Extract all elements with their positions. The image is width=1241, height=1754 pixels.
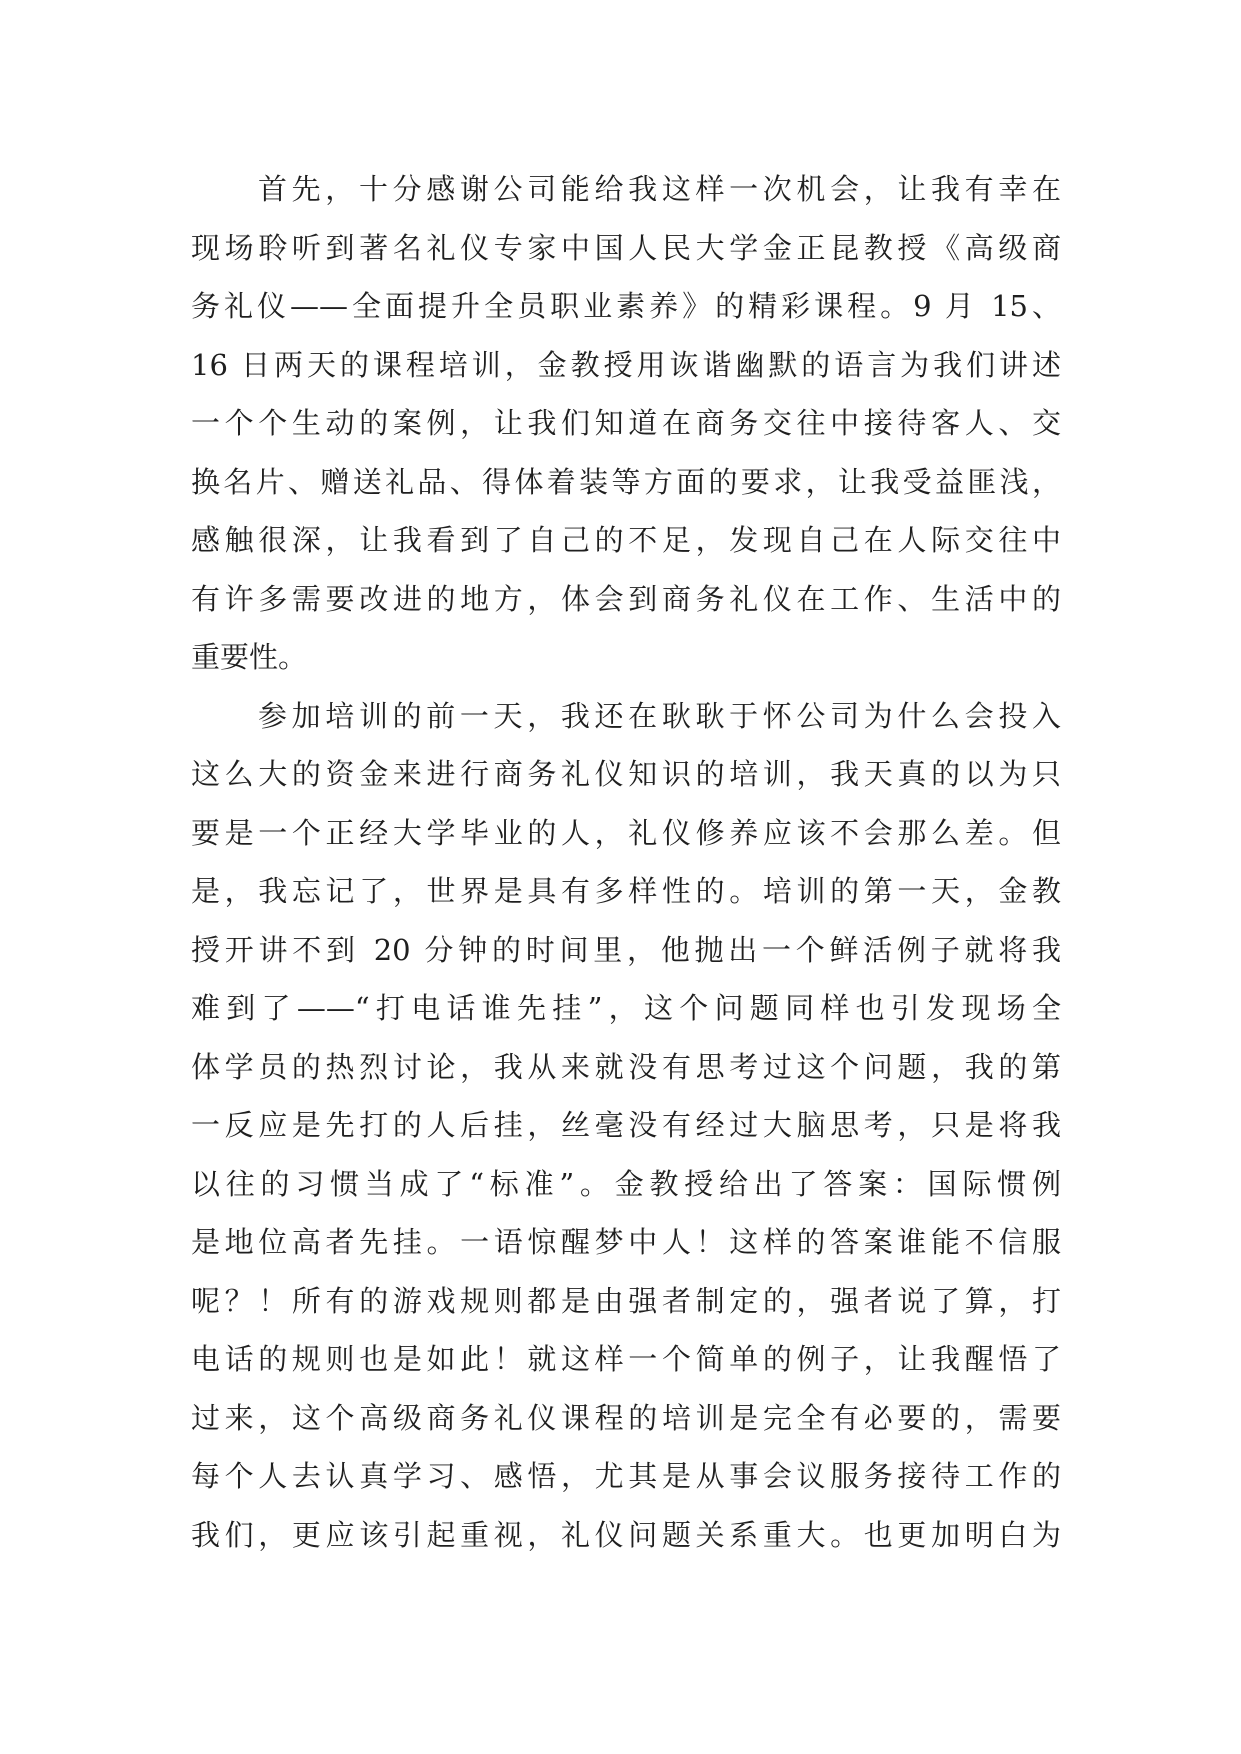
text-line: 是地位高者先挂。一语惊醒梦中人！这样的答案谁能不信服: [191, 1225, 1061, 1259]
text-line: 感触很深，让我看到了自己的不足，发现自己在人际交往中: [191, 523, 1061, 557]
text-line: 要是一个正经大学毕业的人，礼仪修养应该不会那么差。但: [191, 815, 1061, 850]
text-line: 过来，这个高级商务礼仪课程的培训是完全有必要的，需要: [191, 1400, 1061, 1435]
text-column: [191, 160, 1061, 1564]
text-line: 现场聆听到著名礼仪专家中国人民大学金正昆教授《高级商: [191, 230, 1061, 265]
text-line: 16 日两天的课程培训，金教授用诙谐幽默的语言为我们讲述: [191, 347, 1061, 382]
text-line: 授开讲不到 20 分钟的时间里，他抛出一个鲜活例子就将我: [191, 932, 1061, 967]
text-line: 电话的规则也是如此！就这样一个简单的例子，让我醒悟了: [191, 1342, 1061, 1376]
text-line: 有许多需要改进的地方，体会到商务礼仪在工作、生活中的: [191, 581, 1061, 616]
text-line: 一反应是先打的人后挂，丝毫没有经过大脑思考，只是将我: [191, 1108, 1061, 1142]
text-line: 首先，十分感谢公司能给我这样一次机会，让我有幸在: [258, 172, 1061, 206]
text-line: 是，我忘记了，世界是具有多样性的。培训的第一天，金教: [191, 874, 1061, 908]
text-line: 一个个生动的案例，让我们知道在商务交往中接待客人、交: [191, 406, 1061, 440]
text-line: 难到了——“打电话谁先挂”，这个问题同样也引发现场全: [191, 991, 1061, 1025]
text-line: 参加培训的前一天，我还在耿耿于怀公司为什么会投入: [258, 698, 1061, 733]
text-line: 换名片、赠送礼品、得体着装等方面的要求，让我受益匪浅，: [191, 464, 1061, 499]
text-line: 这么大的资金来进行商务礼仪知识的培训，我天真的以为只: [191, 757, 1061, 791]
text-line: 体学员的热烈讨论，我从来就没有思考过这个问题，我的第: [191, 1049, 1061, 1084]
text-line: 重要性。: [191, 640, 308, 674]
text-line: 呢？！所有的游戏规则都是由强者制定的，强者说了算，打: [191, 1283, 1061, 1318]
paragraph-1: [191, 160, 1061, 687]
text-line: 每个人去认真学习、感悟，尤其是从事会议服务接待工作的: [191, 1459, 1061, 1493]
text-line: 我们，更应该引起重视，礼仪问题关系重大。也更加明白为: [191, 1517, 1061, 1552]
text-line: 以往的习惯当成了“标准”。金教授给出了答案：国际惯例: [191, 1166, 1061, 1201]
paragraph-2: [191, 687, 1061, 1565]
text-line: 务礼仪——全面提升全员职业素养》的精彩课程。9 月 15、: [191, 289, 1061, 323]
